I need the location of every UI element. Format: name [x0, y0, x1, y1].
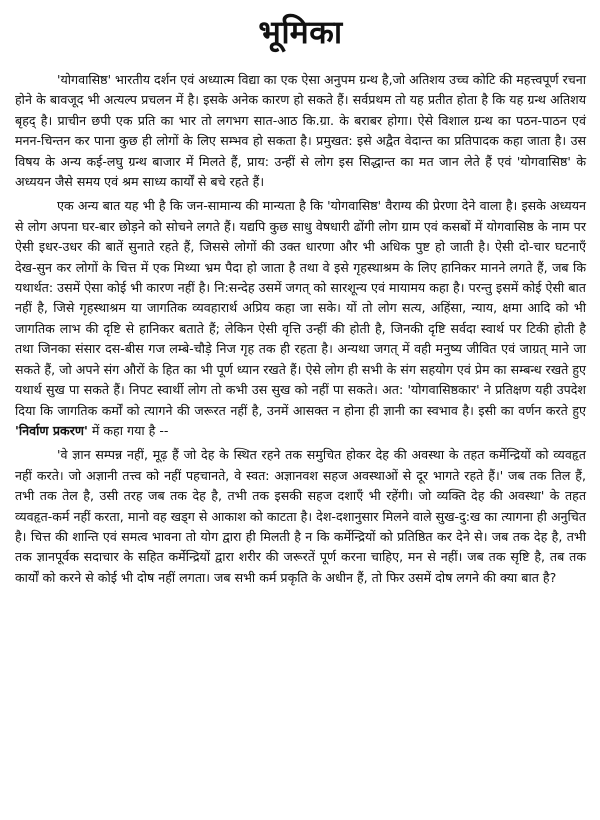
nirvana-prakaran-title: 'निर्वाण प्रकरण' — [15, 422, 88, 438]
paragraph-1: 'योगवासिष्ठ' भारतीय दर्शन एवं अध्यात्म विद्या का एक ऐसा अनुपम ग्रन्थ है,जो अतिशय उच्च कोटि की महत्त्वपूर्ण रचना होने के बावजूद भी अत्यल्प प्रचलन में है। इसके अनेक कारण हो सकते हैं। सर्वप्रथम तो यह प्रतीत होता है कि यह ग्रन्थ अतिशय बृहद् है। प्राचीन छपी एक प्रति का भार तो लगभग सात-आठ कि.ग्रा. के बराबर होगा। ऐसे विशाल ग्रन्थ का पठन-पाठन एवं मनन-चिन्तन कर पाना कुछ ही लोगों के लिए सम्भव हो सकता है। प्रमुखत: इसे अद्वैत वेदान्त का प्रतिपादक कहा जाता है। उस विषय के अन्य कई-लघु ग्रन्थ बाजार में मिलते हैं, प्राय: उन्हीं से लोग इस सिद्धान्त का मत जान लेते हैं एवं 'योगवासिष्ठ' के अध्ययन जैसे समय एवं श्रम साध्य कार्यों से बचे रहते हैं। — [15, 72, 586, 190]
paragraph-2 — [15, 196, 586, 441]
paragraph-2-text: एक अन्य बात यह भी है कि जन-सामान्य की मान्यता है कि 'योगवासिष्ठ' वैराग्य की प्रेरणा देने वाला है। इसके अध्ययन से लोग अपना घर-बार छोड़ने को सोचने लगते हैं। यद्यपि कुछ साधु वेषधारी ढोंगी लोग ग्राम एवं कसबों में योगवासिष्ठ के नाम पर ऐसी इधर-उधर की बातें सुनाते रहते हैं, जिससे लोगों की उक्त धारणा और भी अधिक पुष्ट हो जाती है। ऐसी दो-चार घटनाएँ देख-सुन कर लोगों के चित्त में एक मिथ्या भ्रम पैदा हो जाता है तथा वे इसे गृहस्थाश्रम के लिए हानिकर मानने लगते हैं, जब कि यथार्थत: उसमें ऐसा कोई भी कारण नहीं है। नि:सन्देह उसमें जगत् को सारशून्य एवं मायामय कहा है। परन्तु इसमें कोई ऐसी बात नहीं है, जिसे गृहस्थाश्रम या जागतिक व्यवहारार्थ अप्रिय कहा जा सके। यों तो लोग सत्य, अहिंसा, न्याय, क्षमा आदि को भी जागतिक लाभ की दृष्टि से हानिकर बताते हैं; लेकिन ऐसी वृत्ति उन्हीं की होती है, जिनकी दृष्टि सर्वदा स्वार्थ पर टिकी होती है तथा जिनका संसार दस-बीस गज लम्बे-चौड़े निज गृह तक ही रहता है। अन्यथा जगत् में वही मनुष्य जीवित एवं जाग्रत् माने जा सकते हैं, जो अपने संग औरों के हित का भी पूर्ण ध्यान रखते हैं। ऐसे लोग ही सभी के संग सहयोग एवं प्रेम का सम्बन्ध रखते हुए यथार्थ सुख पा सकते हैं। निपट स्वार्थी लोग तो कभी उस सुख को नहीं पा सकते। अत: 'योगवासिष्ठकार' ने प्रतिक्षण यही उपदेश दिया कि जागतिक कर्मों को त्यागने की जरूरत नहीं है, उनमें आसक्त न होना ही ज्ञानी का स्वभाव है। इसी का वर्णन करते हुए — [15, 198, 586, 418]
paragraph-3: 'वे ज्ञान सम्पन्न नहीं, मूढ़ हैं जो देह के स्थित रहने तक समुचित होकर देह की अवस्था के तहत कर्मेन्द्रियों को व्यवहृत नहीं करते। जो अज्ञानी तत्त्व को नहीं पहचानते, वे स्वत: अज्ञानवश सहज अवस्थाओं से दूर भागते रहते हैं।' जब तक तिल हैं, तभी तक तेल है, उसी तरह जब तक देह है, तभी तक इसकी सहज दशाएँ भी रहेंगी। जो व्यक्ति देह की अवस्था' के तहत व्यवहृत-कर्म नहीं करता, मानो वह खड्ग से आकाश को काटता है। देश-दशानुसार मिलने वाले सुख-दु:ख का त्यागना ही अनुचित है। चित्त की शान्ति एवं समत्व भावना तो योग द्वारा ही मिलती है न कि कर्मेन्द्रियों को प्रतिष्ठित कर देने से। जब तक देह है, तभी तक ज्ञानपूर्वक सदाचार के सहित कर्मेन्द्रियों द्वारा शरीर की जरूरतें पूर्ण करना चाहिए, मन से नहीं। जब तक सृष्टि है, तब तक कार्यों को करने से कोई भी दोष नहीं लगता। जब सभी कर्म प्रकृति के अधीन हैं, तो फिर उसमें दोष लगने की क्या बात है? — [15, 447, 586, 585]
document-body — [15, 70, 586, 588]
page-title: भूमिका — [258, 13, 343, 51]
quote-intro-suffix: में कहा गया है -- — [91, 422, 169, 438]
